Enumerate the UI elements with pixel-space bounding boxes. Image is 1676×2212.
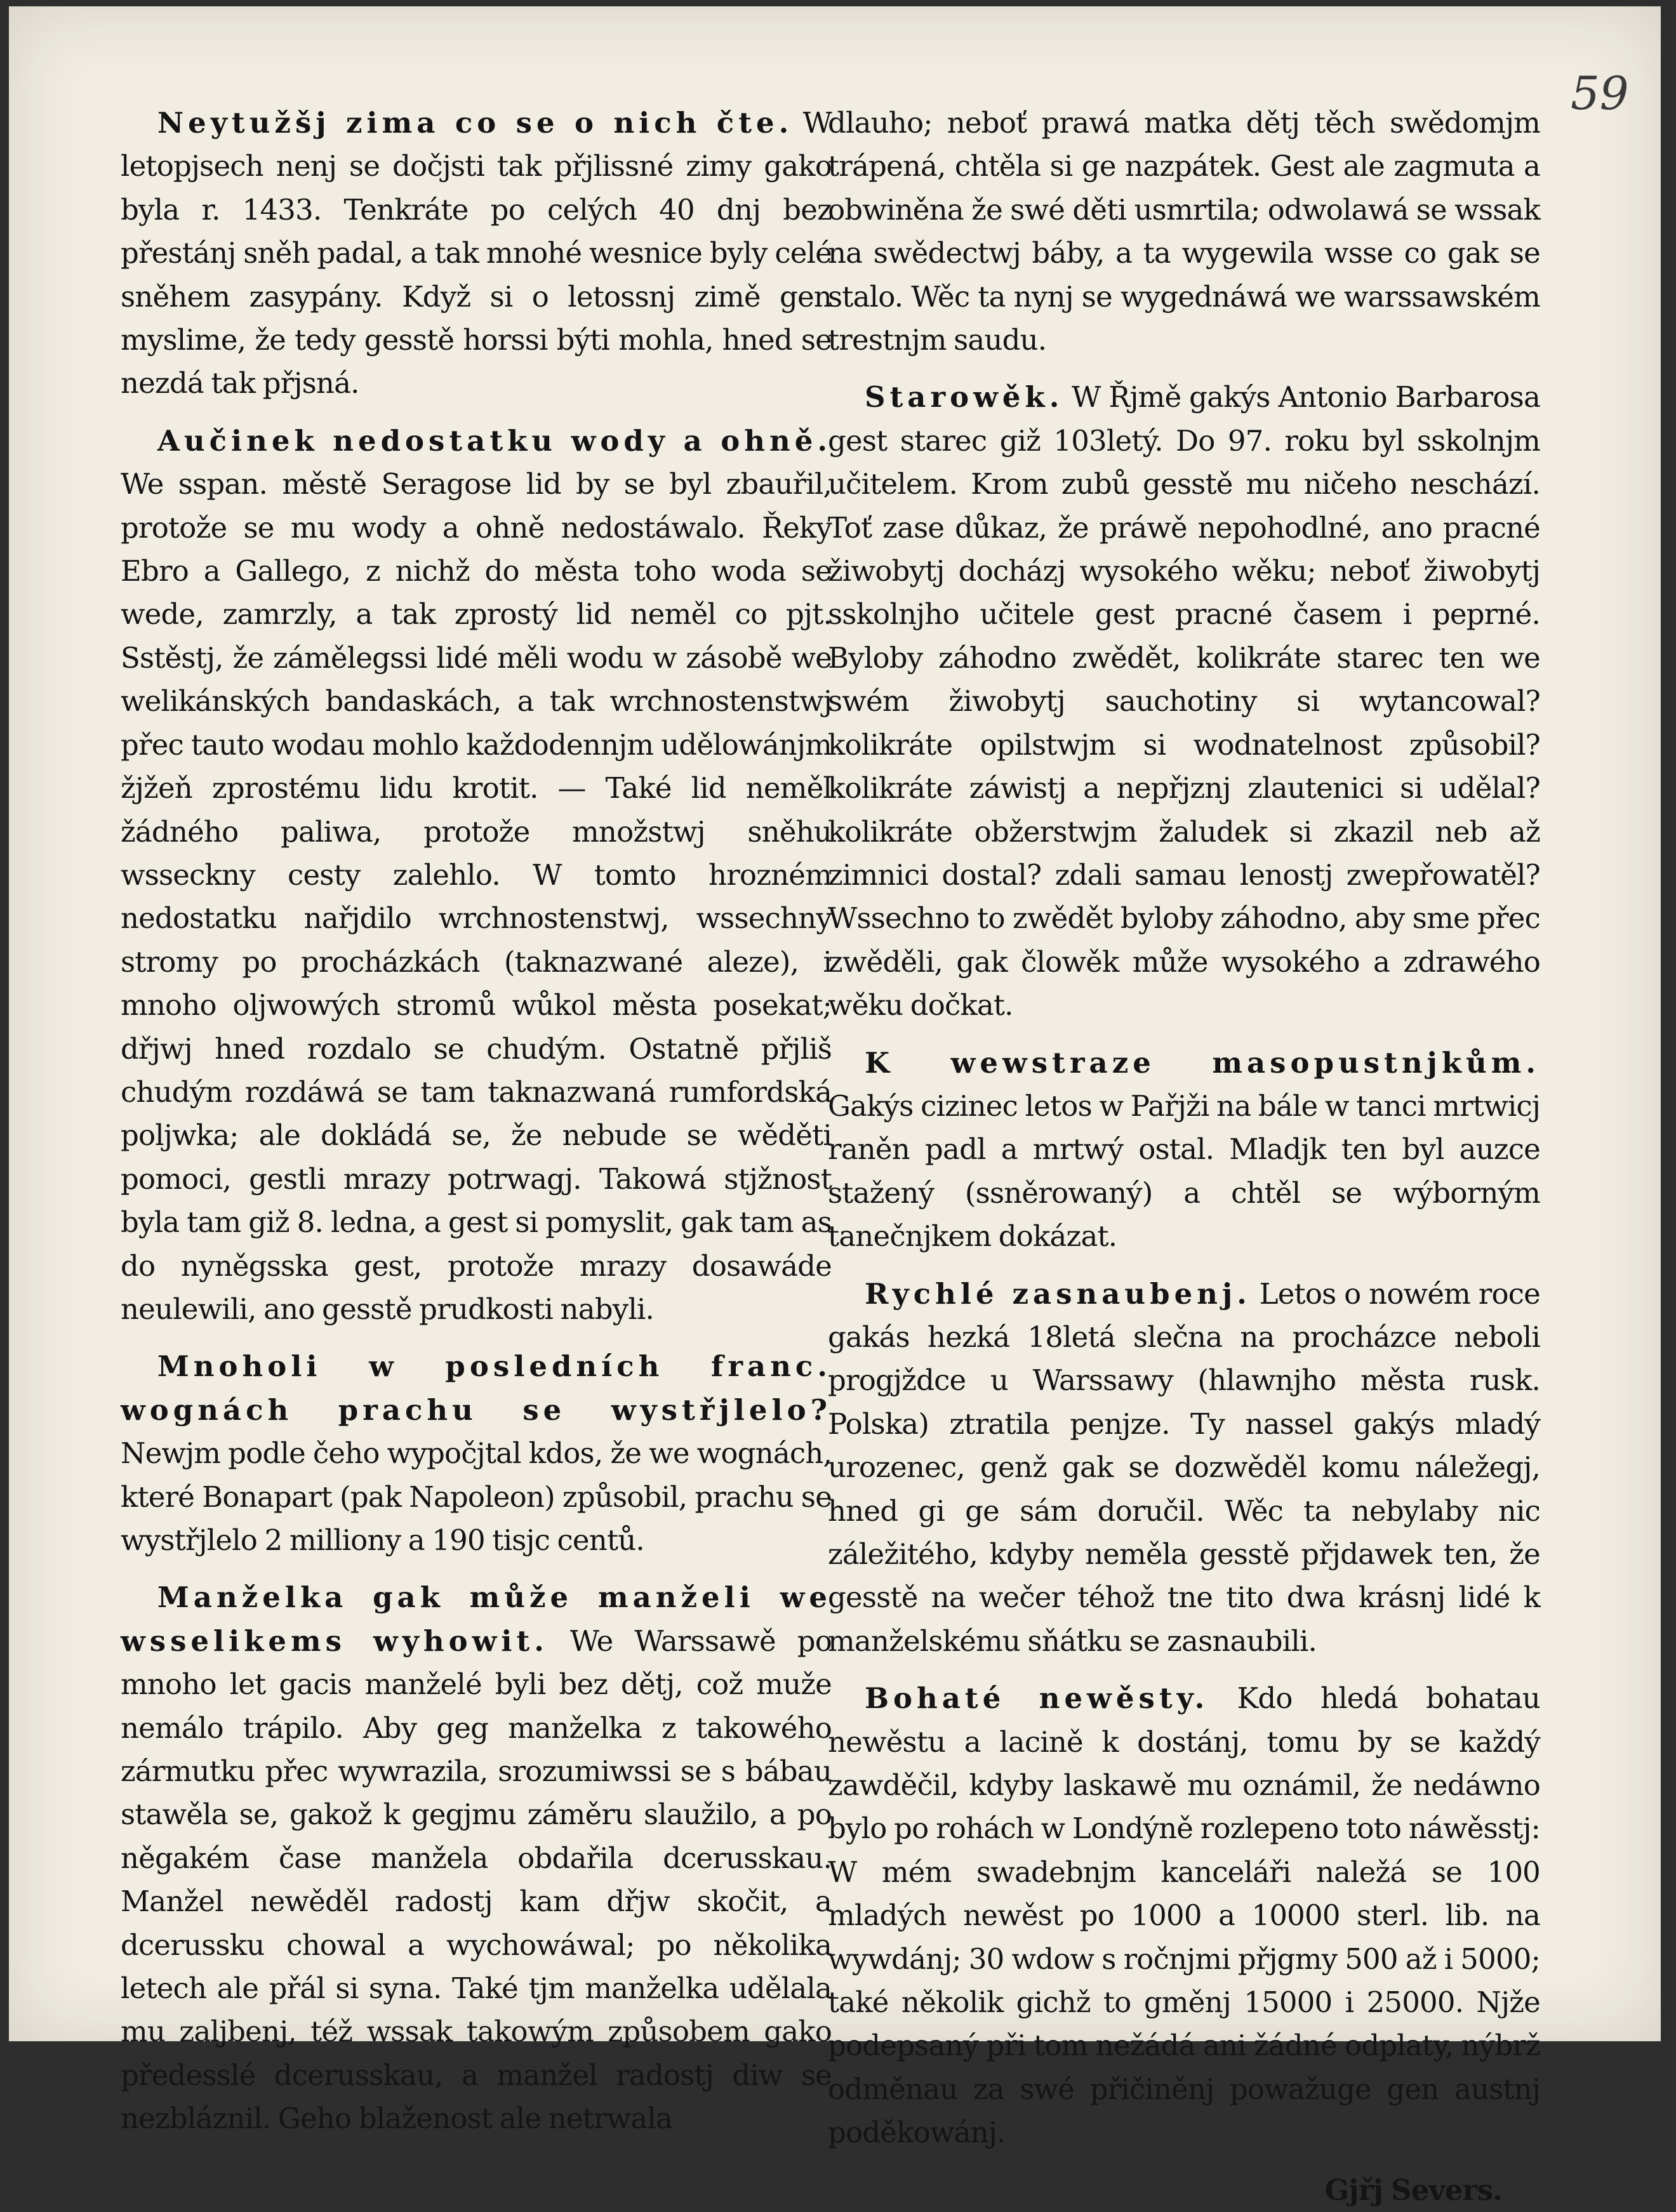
article-wife xyxy=(121,1576,832,2140)
article-body: Gakýs cizinec letos w Pařjži na bále w tanci mrtwicj raněn padl a mrtwý ostal. Mladjk ten byl auzce stažený (ssněrowaný) a chtěl se wýborným tanečnjkem dokázat. xyxy=(828,1089,1540,1254)
article-heading: Bohaté newěsty. xyxy=(865,1681,1209,1716)
article-heading: Starowěk. xyxy=(865,380,1064,414)
article-body: Kdo hledá bohatau newěstu a lacině k dostánj, tomu by se každý zawděčil, kdyby laskawě mu oznámil, že nedáwno bylo po rohách w Londýně rozlepeno toto náwěsstj: W mém swadebnjm kanceláři naležá se 100 mladých newěst po 1000 a 10000 sterl. lib. na wywdánj; 30 wdow s ročnjmi přjgmy 500 až i 5000; také několik gichž to gměnj 15000 i 25000. Njže podepsaný při tom nežádá ani žádné odplaty, nýbrž odměnau za swé přičiněnj powažuge gen austnj poděkowánj. xyxy=(828,1681,1540,2150)
article-heading: Manželka gak může manželi we wsselikems wyhowit. xyxy=(121,1580,832,1658)
article-winter xyxy=(121,102,832,406)
article-old-age xyxy=(828,376,1540,1027)
article-carnival-warning xyxy=(828,1042,1540,1259)
article-heading: K wewstraze masopustnjkům. xyxy=(865,1045,1540,1080)
left-column xyxy=(121,102,832,2155)
article-rich-brides xyxy=(828,1677,1540,2154)
page-number: 59 xyxy=(1571,67,1629,120)
article-water-fire xyxy=(121,420,832,1332)
article-gunpowder xyxy=(121,1345,832,1562)
article-body: Letos o nowém roce gakás hezká 18letá slečna na procházce neboli progjždce u Warssawy (hlawnjho města rusk. Polska) ztratila penjze. Ty nassel gakýs mladý urozenec, genž gak se dozwěděl komu náležegj, hned gi ge sám doručil. Wěc ta nebylaby nic záležitého, kdyby neměla gesstě přjdawek ten, že gesstě na wečer téhož tne tito dwa krásnj lidé k manželskému sňátku se zasnaubili. xyxy=(828,1276,1540,1658)
article-wife-continued xyxy=(828,102,1540,362)
article-body: Newjm podle čeho wypočjtal kdos, že we wognách, které Bonapart (pak Napoleon) způsobil, prachu se wystřjlelo 2 milliony a 190 tisjc centů. xyxy=(121,1436,832,1557)
newspaper-page xyxy=(9,6,1661,2207)
article-heading: Neytužšj zima co se o nich čte. xyxy=(157,106,794,140)
article-body: dlauho; neboť prawá matka dětj těch swědomjm trápená, chtěla si ge nazpátek. Gest ale zagmuta a obwiněna že swé děti usmrtila; odwolawá se wssak na swědectwj báby, a ta wygewila wsse co gak se stalo. Wěc ta nynj se wygednáwá we warssawském trestnjm saudu. xyxy=(828,106,1540,357)
article-heading: Aučinek nedostatku wody a ohně. xyxy=(157,423,832,458)
article-body: W Řjmě gakýs Antonio Barbarosa gest starec giž 103letý. Do 97. roku byl sskolnjm učitelem. Krom zubů gesstě mu ničeho neschází. Toť zase důkaz, že práwě nepohodlné, ano pracné žiwobytj docházj wysokého wěku; neboť žiwobytj sskolnjho učitele gest pracné časem i peprné. Byloby záhodno zwědět, kolikráte starec ten we swém žiwobytj sauchotiny si wytancowal? kolikráte opilstwjm si wodnatelnost způsobil? kolikráte záwistj a nepřjznj zlautenici si udělal? kolikráte obžerstwjm žaludek si zkazil neb až zimnici dostal? zdali samau lenostj zwepřowatěl? Wssechno to zwědět byloby záhodno, aby sme přec zwěděli, gak člowěk může wysokého a zdrawého wěku dočkat. xyxy=(828,380,1540,1023)
article-body: W letopjsech nenj se dočjsti tak přjlissné zimy gako byla r. 1433. Tenkráte po celých 40 dnj bez přestánj sněh padal, a tak mnohé wesnice byly celé sněhem zasypány. Když si o letossnj zimě gen myslime, že tedy gesstě horssi býti mohla, hned se nezdá tak přjsná. xyxy=(121,106,832,401)
right-column xyxy=(828,102,1540,2212)
article-body: We Warssawě po mnoho let gacis manželé byli bez dětj, což muže nemálo trápilo. Aby geg manželka z takowého zármutku přec wywrazila, srozumiwssi se s bábau stawěla se, gakož k gegjmu záměru slaužilo, a po něgakém čase manželа obdařila dcerusskau. Manžel newěděl radostj kam dřjw skočit, a dcerussku chowal a wychowáwal; po několika letech ale přál si syna. Také tjm manželka udělala mu zaljbenj, též wssak takowým způsobem gako předesslé dcerusskau, a manžel radostj diw se nezbláznil. Geho blaženost ale netrwala xyxy=(121,1624,832,2136)
signature: Gjřj Severs. xyxy=(1324,2173,1502,2207)
article-heading: Mnoholi w posledních franc. wognách prachu se wystřjlelo? xyxy=(121,1349,832,1427)
article-engagement xyxy=(828,1273,1540,1664)
article-heading: Rychlé zasnaubenj. xyxy=(865,1276,1251,1311)
article-body: We sspan. městě Seragose lid by se byl zbauřil, protože se mu wody a ohně nedostáwalo. Řeky Ebro a Gallego, z nichž do města toho woda se wede, zamrzly, a tak zprostý lid neměl co pjt. Sstěstj, že zámělegssi lidé měli wodu w zásobě we welikánských bandaskách, a tak wrchnostenstwj přec tauto wodau mohlo každodennjm udělowánjm žjžeň zprostému lidu krotit. — Také lid neměl žádného paliwa, protože množstwj sněhu wsseckny cesty zalehlo. W tomto hrozném nedostatku nařjdilo wrchnostenstwj, wssechny stromy po procházkách (taknazwané aleze), i mnoho oljwowých stromů wůkol města posekat; dřjwj hned rozdalo se chudým. Ostatně přjliš chudým rozdáwá se tam taknazwaná rumfordská poljwka; ale dokládá se, že nebude se wěděti pomoci, gestli mrazy potrwagj. Takowá stjžnost byla tam giž 8. ledna, a gest si pomyslit, gak tam as do nyněgsska gest, protože mrazy dosawáde neulewili, ano gesstě prudkosti nabyli. xyxy=(121,467,832,1326)
